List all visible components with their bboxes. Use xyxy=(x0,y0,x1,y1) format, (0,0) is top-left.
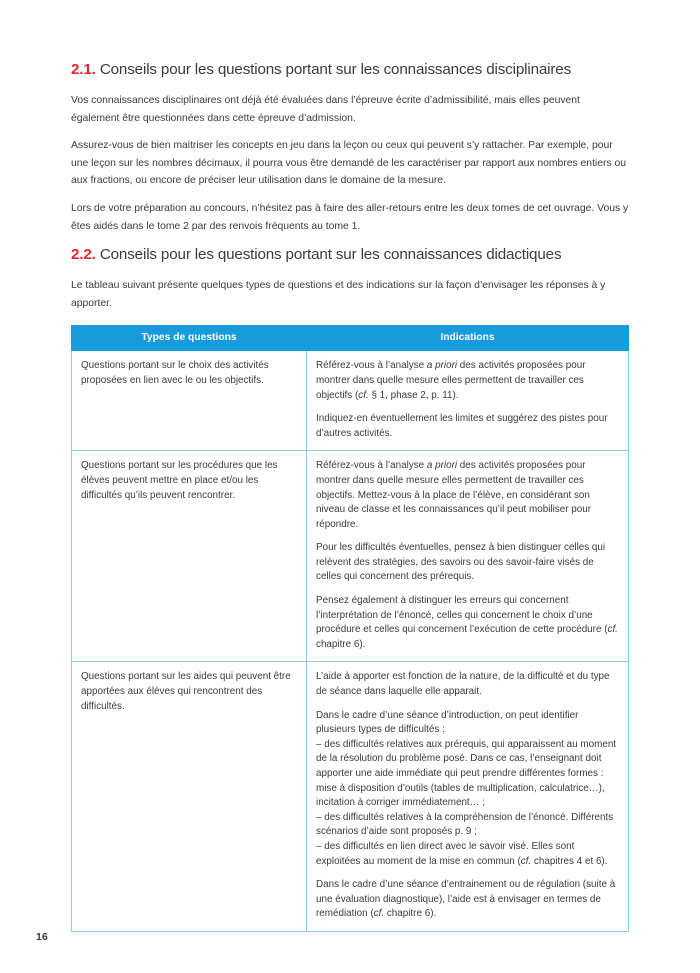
column-header-indications: Indications xyxy=(307,326,629,351)
indication-text: Dans le cadre d’une séance d’introduction, on peut identifier plusieurs types de difficultés : – des difficultés relatives aux prérequis, qui apparaissent au moment de la résolution du problème posé. Dans ce cas, l’enseignant doit apporter une aide immédiate qui peut prendre différentes formes : mise à disposition d’outils (tables de multiplication, calculatrice…), incitation à corriger immédiatement… ; – des difficultés relatives à la compréhension de l’énoncé. Différents scénarios d’aide sont proposés p. 9 ; – des difficultés en lien direct avec le savoir visé. Elles sont exploitées au moment de la mise en commun (cf. chapitres 4 et 6). xyxy=(316,709,617,867)
table-row xyxy=(72,451,629,662)
section-heading-2-2 xyxy=(71,245,629,264)
paragraph-2-1-1: Vos connaissances disciplinaires ont déjà été évaluées dans l’épreuve écrite d’admissibilité, mais elles peuvent également être questionnées dans cette épreuve d’admission. xyxy=(71,95,580,124)
table-row xyxy=(72,351,629,451)
page-number: 16 xyxy=(36,931,48,943)
indication-text: Pensez également à distinguer les erreurs qui concernent l’interprétation de l’énoncé, celles qui concernent le choix d’une procédure et celles qui concernent l’exécution de cette procédure (cf. chapitre 6). xyxy=(316,595,618,650)
question-text: Questions portant sur le choix des activités proposées en lien avec le ou les objectifs. xyxy=(81,360,269,386)
paragraph-2-1-3: Lors de votre préparation au concours, n’hésitez pas à faire des aller-retours entre les deux tomes de cet ouvrage. Vous y êtes aidés dans le tome 2 par des renvois fréquents au tome 1. xyxy=(71,202,629,232)
cell-question-2 xyxy=(72,451,307,662)
cell-indications-2 xyxy=(307,451,629,662)
section-heading-2-1 xyxy=(71,60,629,79)
cell-indications-3 xyxy=(307,662,629,932)
questions-indications-table xyxy=(71,325,629,932)
table-row xyxy=(72,662,629,932)
question-text: Questions portant sur les aides qui peuvent être apportées aux élèves qui rencontrent des difficultés. xyxy=(81,671,291,712)
section-title-2-2: Conseils pour les questions portant sur les connaissances didactiques xyxy=(99,246,562,264)
cell-indications-1 xyxy=(307,351,629,451)
indication-text: L’aide à apporter est fonction de la nature, de la difficulté et du type de séance dans laquelle elle apparait. xyxy=(316,671,610,698)
table-header-row xyxy=(72,326,629,351)
indication-text: Pour les difficultés éventuelles, pensez à bien distinguer celles qui relèvent des stratégies, des savoirs ou des savoir-faire visés de celles qui concernent des prérequis. xyxy=(316,542,606,583)
indication-text: Référez-vous à l’analyse a priori des activités proposées pour montrer dans quelle mesure elles permettent de travailler ces objectifs. Mettez-vous à la place de l’élève, en considérant son niveau de classe et les connaissances qu’il peut mobiliser pour répondre. xyxy=(316,460,592,530)
section-title-2-1: Conseils pour les questions portant sur les connaissances disciplinaires xyxy=(99,61,572,78)
indication-text: Indiquez-en éventuellement les limites et suggérez des pistes pour d’autres activités. xyxy=(316,413,608,439)
column-header-types-de-questions: Types de questions xyxy=(72,326,307,351)
page-content xyxy=(71,60,629,932)
section-number-2-2: 2.2. xyxy=(71,246,96,264)
section-number-2-1: 2.1. xyxy=(71,61,96,78)
indication-text: Dans le cadre d’une séance d’entrainement ou de régulation (suite à une évaluation diagnostique), l’aide est à envisager en termes de remédiation (cf. chapitre 6). xyxy=(316,879,616,920)
cell-question-1 xyxy=(72,351,307,451)
paragraph-2-1-2: Assurez-vous de bien maitriser les concepts en jeu dans la leçon ou ceux qui peuvent s’y rattacher. Par exemple, pour une leçon sur les nombres décimaux, il pourra vous être demandé de les caractériser par rapport aux nombres entiers ou aux fractions, ou encore de préciser leur utilisation dans le domaine de la mesure. xyxy=(71,140,626,187)
indication-text: Référez-vous à l’analyse a priori des activités proposées pour montrer dans quelle mesure elles permettent de travailler ces objectifs (cf. § 1, phase 2, p. 11). xyxy=(316,360,586,401)
paragraph-2-2-1: Le tableau suivant présente quelques types de questions et des indications sur la façon d’envisager les réponses à y apporter. xyxy=(71,280,606,309)
question-text: Questions portant sur les procédures que les élèves peuvent mettre en place et/ou les difficultés qu’ils peuvent rencontrer. xyxy=(81,460,278,501)
cell-question-3 xyxy=(72,662,307,932)
